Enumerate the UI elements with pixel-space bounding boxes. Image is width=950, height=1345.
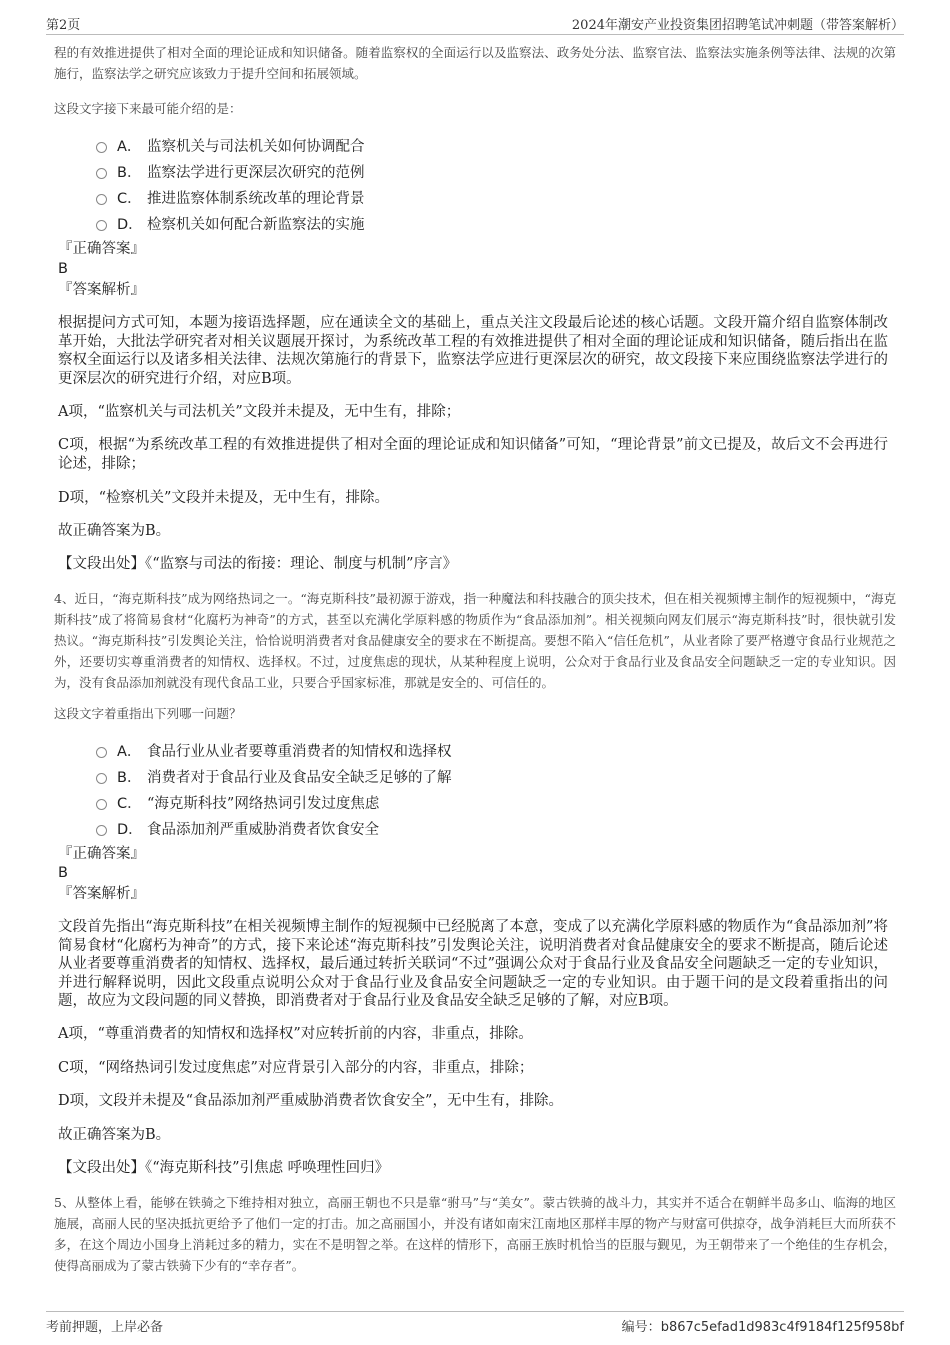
q4-note-d: D项，文段并未提及“食品添加剂严重威胁消费者饮食安全”，无中生有，排除。 [58, 1093, 563, 1109]
q4-passage: 4、近日，“海克斯科技”成为网络热词之一。“海克斯科技”最初源于游戏，指一种魔法和科技融合的顶尖技术，但在相关视频博主制作的短视频中，“海克斯科技”成了将简易食材“化腐朽为神奇”的方式，甚至以充满化学原料感的物质作为“食品添加剂”。相关视频向网友们展示“海克斯科技”时，很快就引发热议。“海克斯科技”引发舆论关注，恰恰说明消费者对食品健康安全的要求在不断提高。要想不陷入“信任危机”，从业者除了要严格遵守食品行业规范之外，还要切实尊重消费者的知情权、选择权。不过，过度焦虑的现状，从某种程度上说明，公众对于食品行业及食品安全问题缺乏一定的专业知识。因为，没有食品添加剂就没有现代食品工业，只要合乎国家标准，那就是安全的、可信任的。 [54, 591, 896, 690]
q3-analysis-label: 『答案解析』 [58, 282, 145, 298]
q3-source: 【文段出处】《“监察与司法的衔接：理论、制度与机制”序言》 [58, 556, 458, 572]
radio-button[interactable] [96, 168, 107, 179]
q4-option-d[interactable]: D． 食品添加剂严重威胁消费者饮食安全 [96, 818, 379, 839]
page-footer [46, 1311, 904, 1334]
q4-analysis-label: 『答案解析』 [58, 886, 145, 902]
q3-passage: 程的有效推进提供了相对全面的理论证成和知识储备。随着监察权的全面运行以及监察法、政务处分法、监察官法、监察法实施条例等法律、法规的次第施行，监察法学之研究应该致力于提升空间和拓展领域。 [54, 45, 896, 81]
q3-note-a: A项，“监察机关与司法机关”文段并未提及，无中生有，排除； [58, 404, 461, 420]
radio-button[interactable] [96, 747, 107, 758]
footer-slogan: 考前押题，上岸必备 [46, 1320, 164, 1335]
q4-answer: B [58, 865, 68, 881]
q4-option-b[interactable]: B． 消费者对于食品行业及食品安全缺乏足够的了解 [96, 766, 452, 787]
q3-option-d[interactable]: D． 检察机关如何配合新监察法的实施 [96, 213, 365, 234]
q4-option-a[interactable]: A． 食品行业从业者要尊重消费者的知情权和选择权 [96, 740, 452, 761]
q4-note-c: C项，“网络热词引发过度焦虑”对应背景引入部分的内容，非重点，排除； [58, 1060, 534, 1076]
document-title: 2024年潮安产业投资集团招聘笔试冲刺题（带答案解析） [571, 18, 904, 33]
radio-button[interactable] [96, 194, 107, 205]
q3-option-b[interactable]: B． 监察法学进行更深层次研究的范例 [96, 161, 365, 182]
q3-option-c[interactable]: C． 推进监察体制系统改革的理论背景 [96, 187, 365, 208]
page-header [46, 12, 904, 35]
radio-button[interactable] [96, 825, 107, 836]
q3-option-a[interactable]: A． 监察机关与司法机关如何协调配合 [96, 135, 365, 156]
q3-conclusion: 故正确答案为B。 [58, 523, 171, 539]
q4-question: 这段文字着重指出下列哪一问题？ [54, 706, 242, 721]
q3-answer: B [58, 261, 68, 277]
q3-analysis: 根据提问方式可知，本题为接语选择题，应在通读全文的基础上，重点关注文段最后论述的核心话题。文段开篇介绍自监察体制改革开始，大批法学研究者对相关议题展开探讨，为系统改革工程的有效推进提供了相对全面的理论证成和知识储备，随后指出在监察权全面运行以及诸多相关法律、法规次第施行的背景下，监察法学应进行更深层次的研究，故文段接下来应围绕监察法学进行的更深层次的研究进行介绍，对应B项。 [58, 315, 888, 387]
q4-analysis: 文段首先指出“海克斯科技”在相关视频博主制作的短视频中已经脱离了本意，变成了以充满化学原料感的物质作为“食品添加剂”将简易食材“化腐朽为神奇”的方式，接下来论述“海克斯科技”引发舆论关注，说明消费者对食品健康安全的要求不断提高，随后论述从业者要尊重消费者的知情权、选择权，最后通过转折关联词“不过”强调公众对于食品行业及食品安全问题缺乏一定的专业知识，并进行解释说明，因此文段重点说明公众对于食品行业及食品安全问题缺乏一定的专业知识。由于题干问的是文段着重指出的问题，故应为文段问题的同义替换，即消费者对于食品行业及食品安全缺乏足够的了解，对应B项。 [58, 919, 888, 1009]
q3-question: 这段文字接下来最可能介绍的是： [54, 101, 242, 116]
q3-note-c: C项，根据“为系统改革工程的有效推进提供了相对全面的理论证成和知识储备”可知，“理论背景”前文已提及，故后文不会再进行论述，排除； [58, 437, 888, 472]
q5-passage: 5、从整体上看，能够在铁骑之下维持相对独立，高丽王朝也不只是靠“驸马”与“美女”。蒙古铁骑的战斗力，其实并不适合在朝鲜半岛多山、临海的地区施展，高丽人民的坚决抵抗更给予了他们一定的打击。加之高丽国小，并没有诸如南宋江南地区那样丰厚的物产与财富可供掠夺，战争消耗巨大而所获不多，在这个周边小国身上消耗过多的精力，实在不是明智之举。在这样的情形下，高丽王族时机恰当的臣服与觐见，为王朝带来了一个绝佳的生存机会，使得高丽成为了蒙古铁骑下少有的“幸存者”。 [54, 1195, 896, 1273]
radio-button[interactable] [96, 773, 107, 784]
document-code: 编号：b867c5efad1d983c4f9184f125f958bf [621, 1320, 904, 1335]
q4-answer-label: 『正确答案』 [58, 846, 145, 862]
q3-note-d: D项，“检察机关”文段并未提及，无中生有，排除。 [58, 490, 389, 506]
q4-note-a: A项，“尊重消费者的知情权和选择权”对应转折前的内容，非重点，排除。 [58, 1026, 533, 1042]
q3-answer-label: 『正确答案』 [58, 241, 145, 257]
q4-conclusion: 故正确答案为B。 [58, 1127, 171, 1143]
radio-button[interactable] [96, 142, 107, 153]
page-number: 第2页 [46, 18, 81, 33]
radio-button[interactable] [96, 220, 107, 231]
radio-button[interactable] [96, 799, 107, 810]
q4-source: 【文段出处】《“海克斯科技”引焦虑 呼唤理性回归》 [58, 1160, 390, 1176]
q4-option-c[interactable]: C． “海克斯科技”网络热词引发过度焦虑 [96, 792, 379, 813]
